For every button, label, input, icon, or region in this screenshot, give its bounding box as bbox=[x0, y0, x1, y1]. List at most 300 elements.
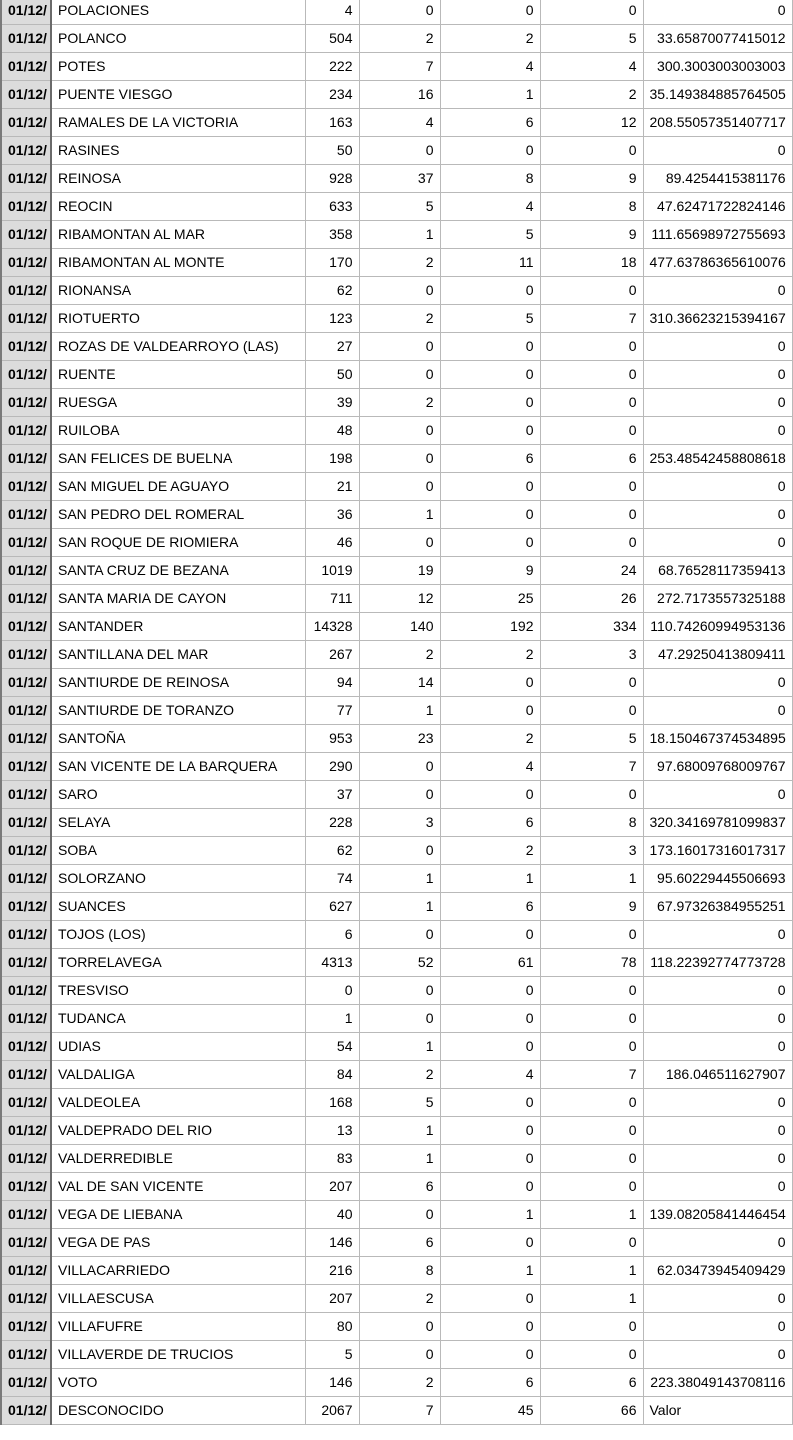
municipality-cell[interactable]: VALDEOLEA bbox=[51, 1089, 305, 1117]
value-cell-2[interactable]: 1 bbox=[359, 697, 440, 725]
municipality-cell[interactable]: RUILOBA bbox=[51, 417, 305, 445]
municipality-cell[interactable]: RIBAMONTAN AL MONTE bbox=[51, 249, 305, 277]
date-cell[interactable]: 01/12/ bbox=[1, 277, 51, 305]
value-cell-3[interactable]: 4 bbox=[440, 753, 540, 781]
municipality-cell[interactable]: VEGA DE LIEBANA bbox=[51, 1201, 305, 1229]
value-cell-4[interactable]: 334 bbox=[540, 613, 643, 641]
municipality-cell[interactable]: RAMALES DE LA VICTORIA bbox=[51, 109, 305, 137]
date-cell[interactable]: 01/12/ bbox=[1, 305, 51, 333]
value-cell-2[interactable]: 0 bbox=[359, 417, 440, 445]
municipality-cell[interactable]: SAN FELICES DE BUELNA bbox=[51, 445, 305, 473]
value-cell-2[interactable]: 8 bbox=[359, 1257, 440, 1285]
value-cell-1[interactable]: 5 bbox=[305, 1341, 359, 1369]
value-cell-1[interactable]: 2067 bbox=[305, 1397, 359, 1425]
value-cell-1[interactable]: 228 bbox=[305, 809, 359, 837]
value-cell-2[interactable]: 1 bbox=[359, 501, 440, 529]
municipality-cell[interactable]: TUDANCA bbox=[51, 1005, 305, 1033]
value-cell-1[interactable]: 207 bbox=[305, 1173, 359, 1201]
value-cell-4[interactable]: 6 bbox=[540, 1369, 643, 1397]
value-cell-2[interactable]: 0 bbox=[359, 921, 440, 949]
value-cell-4[interactable]: 0 bbox=[540, 529, 643, 557]
value-cell-5[interactable]: 173.16017316017317 bbox=[643, 837, 792, 865]
date-cell[interactable]: 01/12/ bbox=[1, 53, 51, 81]
value-cell-5[interactable]: 0 bbox=[643, 501, 792, 529]
date-cell[interactable]: 01/12/ bbox=[1, 1369, 51, 1397]
value-cell-4[interactable]: 26 bbox=[540, 585, 643, 613]
municipality-cell[interactable]: RIBAMONTAN AL MAR bbox=[51, 221, 305, 249]
value-cell-3[interactable]: 0 bbox=[440, 781, 540, 809]
value-cell-3[interactable]: 6 bbox=[440, 109, 540, 137]
value-cell-4[interactable]: 0 bbox=[540, 473, 643, 501]
value-cell-1[interactable]: 146 bbox=[305, 1369, 359, 1397]
value-cell-1[interactable]: 14328 bbox=[305, 613, 359, 641]
value-cell-1[interactable]: 62 bbox=[305, 277, 359, 305]
value-cell-1[interactable]: 163 bbox=[305, 109, 359, 137]
value-cell-3[interactable]: 0 bbox=[440, 921, 540, 949]
value-cell-2[interactable]: 1 bbox=[359, 1033, 440, 1061]
value-cell-2[interactable]: 0 bbox=[359, 1005, 440, 1033]
value-cell-2[interactable]: 19 bbox=[359, 557, 440, 585]
value-cell-1[interactable]: 48 bbox=[305, 417, 359, 445]
value-cell-2[interactable]: 2 bbox=[359, 25, 440, 53]
value-cell-4[interactable]: 0 bbox=[540, 417, 643, 445]
date-cell[interactable]: 01/12/ bbox=[1, 1117, 51, 1145]
value-cell-2[interactable]: 6 bbox=[359, 1173, 440, 1201]
municipality-cell[interactable]: POLACIONES bbox=[51, 0, 305, 25]
date-cell[interactable]: 01/12/ bbox=[1, 837, 51, 865]
municipality-cell[interactable]: SAN MIGUEL DE AGUAYO bbox=[51, 473, 305, 501]
value-cell-4[interactable]: 9 bbox=[540, 893, 643, 921]
value-cell-3[interactable]: 0 bbox=[440, 1005, 540, 1033]
value-cell-5[interactable]: 47.29250413809411 bbox=[643, 641, 792, 669]
value-cell-5[interactable]: Valor bbox=[643, 1397, 792, 1425]
value-cell-3[interactable]: 0 bbox=[440, 1033, 540, 1061]
value-cell-5[interactable]: 0 bbox=[643, 333, 792, 361]
value-cell-2[interactable]: 5 bbox=[359, 193, 440, 221]
value-cell-1[interactable]: 36 bbox=[305, 501, 359, 529]
value-cell-1[interactable]: 216 bbox=[305, 1257, 359, 1285]
value-cell-1[interactable]: 711 bbox=[305, 585, 359, 613]
value-cell-4[interactable]: 0 bbox=[540, 333, 643, 361]
value-cell-1[interactable]: 168 bbox=[305, 1089, 359, 1117]
value-cell-3[interactable]: 0 bbox=[440, 417, 540, 445]
value-cell-2[interactable]: 14 bbox=[359, 669, 440, 697]
value-cell-4[interactable]: 0 bbox=[540, 0, 643, 25]
date-cell[interactable]: 01/12/ bbox=[1, 1173, 51, 1201]
value-cell-1[interactable]: 54 bbox=[305, 1033, 359, 1061]
value-cell-5[interactable]: 33.65870077415012 bbox=[643, 25, 792, 53]
value-cell-4[interactable]: 8 bbox=[540, 193, 643, 221]
value-cell-4[interactable]: 0 bbox=[540, 389, 643, 417]
value-cell-3[interactable]: 0 bbox=[440, 501, 540, 529]
value-cell-5[interactable]: 139.08205841446454 bbox=[643, 1201, 792, 1229]
value-cell-5[interactable]: 0 bbox=[643, 473, 792, 501]
value-cell-5[interactable]: 0 bbox=[643, 137, 792, 165]
value-cell-3[interactable]: 0 bbox=[440, 1229, 540, 1257]
value-cell-4[interactable]: 0 bbox=[540, 1341, 643, 1369]
value-cell-2[interactable]: 0 bbox=[359, 529, 440, 557]
value-cell-2[interactable]: 0 bbox=[359, 977, 440, 1005]
value-cell-3[interactable]: 0 bbox=[440, 333, 540, 361]
value-cell-4[interactable]: 0 bbox=[540, 921, 643, 949]
value-cell-4[interactable]: 12 bbox=[540, 109, 643, 137]
municipality-cell[interactable]: SANTIURDE DE REINOSA bbox=[51, 669, 305, 697]
value-cell-3[interactable]: 0 bbox=[440, 0, 540, 25]
value-cell-4[interactable]: 0 bbox=[540, 1005, 643, 1033]
value-cell-4[interactable]: 0 bbox=[540, 1117, 643, 1145]
value-cell-3[interactable]: 0 bbox=[440, 529, 540, 557]
value-cell-5[interactable]: 0 bbox=[643, 697, 792, 725]
municipality-cell[interactable]: RIOTUERTO bbox=[51, 305, 305, 333]
value-cell-4[interactable]: 1 bbox=[540, 865, 643, 893]
value-cell-3[interactable]: 192 bbox=[440, 613, 540, 641]
municipality-cell[interactable]: UDIAS bbox=[51, 1033, 305, 1061]
date-cell[interactable]: 01/12/ bbox=[1, 1313, 51, 1341]
value-cell-1[interactable]: 627 bbox=[305, 893, 359, 921]
value-cell-3[interactable]: 9 bbox=[440, 557, 540, 585]
value-cell-2[interactable]: 2 bbox=[359, 641, 440, 669]
municipality-cell[interactable]: TORRELAVEGA bbox=[51, 949, 305, 977]
municipality-cell[interactable]: REINOSA bbox=[51, 165, 305, 193]
value-cell-1[interactable]: 83 bbox=[305, 1145, 359, 1173]
value-cell-3[interactable]: 0 bbox=[440, 669, 540, 697]
date-cell[interactable]: 01/12/ bbox=[1, 809, 51, 837]
municipality-cell[interactable]: SANTA CRUZ DE BEZANA bbox=[51, 557, 305, 585]
value-cell-4[interactable]: 0 bbox=[540, 1145, 643, 1173]
value-cell-3[interactable]: 2 bbox=[440, 641, 540, 669]
value-cell-1[interactable]: 50 bbox=[305, 137, 359, 165]
value-cell-2[interactable]: 4 bbox=[359, 109, 440, 137]
value-cell-2[interactable]: 0 bbox=[359, 445, 440, 473]
value-cell-1[interactable]: 504 bbox=[305, 25, 359, 53]
value-cell-1[interactable]: 50 bbox=[305, 361, 359, 389]
date-cell[interactable]: 01/12/ bbox=[1, 585, 51, 613]
date-cell[interactable]: 01/12/ bbox=[1, 921, 51, 949]
value-cell-1[interactable]: 46 bbox=[305, 529, 359, 557]
value-cell-1[interactable]: 1 bbox=[305, 1005, 359, 1033]
value-cell-1[interactable]: 74 bbox=[305, 865, 359, 893]
value-cell-5[interactable]: 47.62471722824146 bbox=[643, 193, 792, 221]
value-cell-3[interactable]: 45 bbox=[440, 1397, 540, 1425]
date-cell[interactable]: 01/12/ bbox=[1, 557, 51, 585]
value-cell-1[interactable]: 4 bbox=[305, 0, 359, 25]
value-cell-5[interactable]: 0 bbox=[643, 0, 792, 25]
value-cell-1[interactable]: 267 bbox=[305, 641, 359, 669]
value-cell-5[interactable]: 300.3003003003003 bbox=[643, 53, 792, 81]
date-cell[interactable]: 01/12/ bbox=[1, 501, 51, 529]
value-cell-5[interactable]: 0 bbox=[643, 417, 792, 445]
date-cell[interactable]: 01/12/ bbox=[1, 1341, 51, 1369]
municipality-cell[interactable]: VILLACARRIEDO bbox=[51, 1257, 305, 1285]
date-cell[interactable]: 01/12/ bbox=[1, 333, 51, 361]
value-cell-4[interactable]: 7 bbox=[540, 753, 643, 781]
value-cell-3[interactable]: 1 bbox=[440, 1257, 540, 1285]
value-cell-3[interactable]: 2 bbox=[440, 837, 540, 865]
value-cell-1[interactable]: 928 bbox=[305, 165, 359, 193]
value-cell-3[interactable]: 2 bbox=[440, 725, 540, 753]
municipality-cell[interactable]: SANTILLANA DEL MAR bbox=[51, 641, 305, 669]
value-cell-1[interactable]: 27 bbox=[305, 333, 359, 361]
value-cell-5[interactable]: 111.65698972755693 bbox=[643, 221, 792, 249]
value-cell-3[interactable]: 0 bbox=[440, 697, 540, 725]
date-cell[interactable]: 01/12/ bbox=[1, 221, 51, 249]
value-cell-3[interactable]: 25 bbox=[440, 585, 540, 613]
value-cell-2[interactable]: 52 bbox=[359, 949, 440, 977]
value-cell-4[interactable]: 9 bbox=[540, 165, 643, 193]
municipality-cell[interactable]: PUENTE VIESGO bbox=[51, 81, 305, 109]
value-cell-1[interactable]: 222 bbox=[305, 53, 359, 81]
date-cell[interactable]: 01/12/ bbox=[1, 613, 51, 641]
value-cell-5[interactable]: 0 bbox=[643, 1341, 792, 1369]
date-cell[interactable]: 01/12/ bbox=[1, 417, 51, 445]
value-cell-5[interactable]: 0 bbox=[643, 277, 792, 305]
date-cell[interactable]: 01/12/ bbox=[1, 109, 51, 137]
date-cell[interactable]: 01/12/ bbox=[1, 669, 51, 697]
value-cell-1[interactable]: 6 bbox=[305, 921, 359, 949]
date-cell[interactable]: 01/12/ bbox=[1, 81, 51, 109]
value-cell-1[interactable]: 37 bbox=[305, 781, 359, 809]
value-cell-5[interactable]: 477.63786365610076 bbox=[643, 249, 792, 277]
value-cell-3[interactable]: 2 bbox=[440, 25, 540, 53]
municipality-cell[interactable]: SARO bbox=[51, 781, 305, 809]
date-cell[interactable]: 01/12/ bbox=[1, 137, 51, 165]
value-cell-3[interactable]: 0 bbox=[440, 1313, 540, 1341]
date-cell[interactable]: 01/12/ bbox=[1, 1005, 51, 1033]
value-cell-4[interactable]: 1 bbox=[540, 1285, 643, 1313]
value-cell-1[interactable]: 84 bbox=[305, 1061, 359, 1089]
value-cell-2[interactable]: 7 bbox=[359, 53, 440, 81]
municipality-cell[interactable]: DESCONOCIDO bbox=[51, 1397, 305, 1425]
value-cell-5[interactable]: 110.74260994953136 bbox=[643, 613, 792, 641]
value-cell-1[interactable]: 94 bbox=[305, 669, 359, 697]
value-cell-2[interactable]: 0 bbox=[359, 1313, 440, 1341]
municipality-cell[interactable]: SANTIURDE DE TORANZO bbox=[51, 697, 305, 725]
value-cell-4[interactable]: 0 bbox=[540, 1313, 643, 1341]
value-cell-5[interactable]: 68.76528117359413 bbox=[643, 557, 792, 585]
value-cell-4[interactable]: 18 bbox=[540, 249, 643, 277]
value-cell-3[interactable]: 8 bbox=[440, 165, 540, 193]
municipality-cell[interactable]: SELAYA bbox=[51, 809, 305, 837]
value-cell-1[interactable]: 21 bbox=[305, 473, 359, 501]
value-cell-2[interactable]: 37 bbox=[359, 165, 440, 193]
value-cell-2[interactable]: 2 bbox=[359, 1061, 440, 1089]
value-cell-1[interactable]: 170 bbox=[305, 249, 359, 277]
value-cell-5[interactable]: 223.38049143708116 bbox=[643, 1369, 792, 1397]
value-cell-4[interactable]: 0 bbox=[540, 137, 643, 165]
value-cell-2[interactable]: 23 bbox=[359, 725, 440, 753]
value-cell-5[interactable]: 0 bbox=[643, 921, 792, 949]
date-cell[interactable]: 01/12/ bbox=[1, 865, 51, 893]
value-cell-2[interactable]: 0 bbox=[359, 361, 440, 389]
value-cell-1[interactable]: 953 bbox=[305, 725, 359, 753]
value-cell-4[interactable]: 3 bbox=[540, 641, 643, 669]
value-cell-5[interactable]: 0 bbox=[643, 1117, 792, 1145]
value-cell-3[interactable]: 6 bbox=[440, 1369, 540, 1397]
value-cell-1[interactable]: 123 bbox=[305, 305, 359, 333]
value-cell-1[interactable]: 1019 bbox=[305, 557, 359, 585]
value-cell-2[interactable]: 7 bbox=[359, 1397, 440, 1425]
value-cell-5[interactable]: 0 bbox=[643, 389, 792, 417]
value-cell-4[interactable]: 24 bbox=[540, 557, 643, 585]
value-cell-3[interactable]: 0 bbox=[440, 137, 540, 165]
value-cell-1[interactable]: 39 bbox=[305, 389, 359, 417]
value-cell-3[interactable]: 61 bbox=[440, 949, 540, 977]
value-cell-3[interactable]: 0 bbox=[440, 1145, 540, 1173]
value-cell-2[interactable]: 0 bbox=[359, 1341, 440, 1369]
value-cell-2[interactable]: 0 bbox=[359, 333, 440, 361]
value-cell-4[interactable]: 5 bbox=[540, 725, 643, 753]
value-cell-2[interactable]: 1 bbox=[359, 1117, 440, 1145]
value-cell-3[interactable]: 0 bbox=[440, 1089, 540, 1117]
value-cell-3[interactable]: 0 bbox=[440, 1285, 540, 1313]
value-cell-3[interactable]: 1 bbox=[440, 865, 540, 893]
value-cell-3[interactable]: 0 bbox=[440, 1117, 540, 1145]
date-cell[interactable]: 01/12/ bbox=[1, 1201, 51, 1229]
value-cell-2[interactable]: 140 bbox=[359, 613, 440, 641]
value-cell-4[interactable]: 6 bbox=[540, 445, 643, 473]
value-cell-3[interactable]: 1 bbox=[440, 1201, 540, 1229]
date-cell[interactable]: 01/12/ bbox=[1, 1061, 51, 1089]
value-cell-5[interactable]: 0 bbox=[643, 1285, 792, 1313]
value-cell-2[interactable]: 1 bbox=[359, 865, 440, 893]
value-cell-5[interactable]: 89.4254415381176 bbox=[643, 165, 792, 193]
value-cell-4[interactable]: 0 bbox=[540, 501, 643, 529]
value-cell-2[interactable]: 0 bbox=[359, 277, 440, 305]
municipality-cell[interactable]: SAN VICENTE DE LA BARQUERA bbox=[51, 753, 305, 781]
municipality-cell[interactable]: VILLAFUFRE bbox=[51, 1313, 305, 1341]
value-cell-5[interactable]: 0 bbox=[643, 1005, 792, 1033]
municipality-cell[interactable]: RASINES bbox=[51, 137, 305, 165]
value-cell-5[interactable]: 208.55057351407717 bbox=[643, 109, 792, 137]
value-cell-4[interactable]: 0 bbox=[540, 277, 643, 305]
value-cell-5[interactable]: 320.34169781099837 bbox=[643, 809, 792, 837]
value-cell-3[interactable]: 4 bbox=[440, 193, 540, 221]
municipality-cell[interactable]: VALDALIGA bbox=[51, 1061, 305, 1089]
municipality-cell[interactable]: SOBA bbox=[51, 837, 305, 865]
value-cell-1[interactable]: 4313 bbox=[305, 949, 359, 977]
date-cell[interactable]: 01/12/ bbox=[1, 473, 51, 501]
value-cell-1[interactable]: 290 bbox=[305, 753, 359, 781]
value-cell-1[interactable]: 77 bbox=[305, 697, 359, 725]
value-cell-5[interactable]: 62.03473945409429 bbox=[643, 1257, 792, 1285]
value-cell-4[interactable]: 0 bbox=[540, 669, 643, 697]
value-cell-4[interactable]: 0 bbox=[540, 361, 643, 389]
municipality-cell[interactable]: SANTANDER bbox=[51, 613, 305, 641]
value-cell-4[interactable]: 1 bbox=[540, 1257, 643, 1285]
date-cell[interactable]: 01/12/ bbox=[1, 781, 51, 809]
value-cell-1[interactable]: 146 bbox=[305, 1229, 359, 1257]
value-cell-1[interactable]: 80 bbox=[305, 1313, 359, 1341]
value-cell-3[interactable]: 0 bbox=[440, 473, 540, 501]
value-cell-5[interactable]: 0 bbox=[643, 361, 792, 389]
municipality-cell[interactable]: SANTOÑA bbox=[51, 725, 305, 753]
date-cell[interactable]: 01/12/ bbox=[1, 1145, 51, 1173]
date-cell[interactable]: 01/12/ bbox=[1, 1033, 51, 1061]
value-cell-4[interactable]: 0 bbox=[540, 1089, 643, 1117]
value-cell-2[interactable]: 6 bbox=[359, 1229, 440, 1257]
value-cell-5[interactable]: 0 bbox=[643, 1229, 792, 1257]
date-cell[interactable]: 01/12/ bbox=[1, 1089, 51, 1117]
value-cell-1[interactable]: 234 bbox=[305, 81, 359, 109]
date-cell[interactable]: 01/12/ bbox=[1, 249, 51, 277]
date-cell[interactable]: 01/12/ bbox=[1, 697, 51, 725]
value-cell-5[interactable]: 0 bbox=[643, 1145, 792, 1173]
value-cell-5[interactable]: 95.60229445506693 bbox=[643, 865, 792, 893]
date-cell[interactable]: 01/12/ bbox=[1, 25, 51, 53]
value-cell-3[interactable]: 0 bbox=[440, 1341, 540, 1369]
municipality-cell[interactable]: TOJOS (LOS) bbox=[51, 921, 305, 949]
value-cell-2[interactable]: 0 bbox=[359, 137, 440, 165]
municipality-cell[interactable]: RUESGA bbox=[51, 389, 305, 417]
value-cell-1[interactable]: 358 bbox=[305, 221, 359, 249]
value-cell-5[interactable]: 0 bbox=[643, 977, 792, 1005]
date-cell[interactable]: 01/12/ bbox=[1, 361, 51, 389]
value-cell-4[interactable]: 66 bbox=[540, 1397, 643, 1425]
municipality-cell[interactable]: VALDEPRADO DEL RIO bbox=[51, 1117, 305, 1145]
municipality-cell[interactable]: TRESVISO bbox=[51, 977, 305, 1005]
date-cell[interactable]: 01/12/ bbox=[1, 1257, 51, 1285]
date-cell[interactable]: 01/12/ bbox=[1, 977, 51, 1005]
value-cell-4[interactable]: 7 bbox=[540, 1061, 643, 1089]
value-cell-4[interactable]: 0 bbox=[540, 697, 643, 725]
value-cell-3[interactable]: 4 bbox=[440, 1061, 540, 1089]
value-cell-2[interactable]: 1 bbox=[359, 1145, 440, 1173]
date-cell[interactable]: 01/12/ bbox=[1, 949, 51, 977]
value-cell-4[interactable]: 78 bbox=[540, 949, 643, 977]
value-cell-3[interactable]: 0 bbox=[440, 1173, 540, 1201]
value-cell-5[interactable]: 35.149384885764505 bbox=[643, 81, 792, 109]
value-cell-2[interactable]: 5 bbox=[359, 1089, 440, 1117]
municipality-cell[interactable]: REOCIN bbox=[51, 193, 305, 221]
value-cell-2[interactable]: 0 bbox=[359, 0, 440, 25]
value-cell-2[interactable]: 0 bbox=[359, 1201, 440, 1229]
municipality-cell[interactable]: RIONANSA bbox=[51, 277, 305, 305]
value-cell-2[interactable]: 12 bbox=[359, 585, 440, 613]
value-cell-2[interactable]: 2 bbox=[359, 1285, 440, 1313]
value-cell-5[interactable]: 0 bbox=[643, 669, 792, 697]
municipality-cell[interactable]: POTES bbox=[51, 53, 305, 81]
value-cell-2[interactable]: 2 bbox=[359, 389, 440, 417]
value-cell-5[interactable]: 272.7173557325188 bbox=[643, 585, 792, 613]
municipality-cell[interactable]: SUANCES bbox=[51, 893, 305, 921]
value-cell-3[interactable]: 6 bbox=[440, 893, 540, 921]
value-cell-5[interactable]: 18.150467374534895 bbox=[643, 725, 792, 753]
value-cell-1[interactable]: 198 bbox=[305, 445, 359, 473]
value-cell-4[interactable]: 8 bbox=[540, 809, 643, 837]
date-cell[interactable]: 01/12/ bbox=[1, 725, 51, 753]
date-cell[interactable]: 01/12/ bbox=[1, 445, 51, 473]
value-cell-4[interactable]: 7 bbox=[540, 305, 643, 333]
municipality-cell[interactable]: SOLORZANO bbox=[51, 865, 305, 893]
value-cell-4[interactable]: 9 bbox=[540, 221, 643, 249]
date-cell[interactable]: 01/12/ bbox=[1, 193, 51, 221]
value-cell-4[interactable]: 0 bbox=[540, 1229, 643, 1257]
value-cell-1[interactable]: 13 bbox=[305, 1117, 359, 1145]
value-cell-1[interactable]: 40 bbox=[305, 1201, 359, 1229]
municipality-cell[interactable]: ROZAS DE VALDEARROYO (LAS) bbox=[51, 333, 305, 361]
value-cell-4[interactable]: 4 bbox=[540, 53, 643, 81]
value-cell-5[interactable]: 0 bbox=[643, 781, 792, 809]
value-cell-1[interactable]: 633 bbox=[305, 193, 359, 221]
value-cell-4[interactable]: 0 bbox=[540, 1033, 643, 1061]
value-cell-3[interactable]: 6 bbox=[440, 809, 540, 837]
municipality-cell[interactable]: SAN PEDRO DEL ROMERAL bbox=[51, 501, 305, 529]
municipality-cell[interactable]: SANTA MARIA DE CAYON bbox=[51, 585, 305, 613]
value-cell-4[interactable]: 5 bbox=[540, 25, 643, 53]
value-cell-1[interactable]: 207 bbox=[305, 1285, 359, 1313]
value-cell-3[interactable]: 4 bbox=[440, 53, 540, 81]
municipality-cell[interactable]: POLANCO bbox=[51, 25, 305, 53]
